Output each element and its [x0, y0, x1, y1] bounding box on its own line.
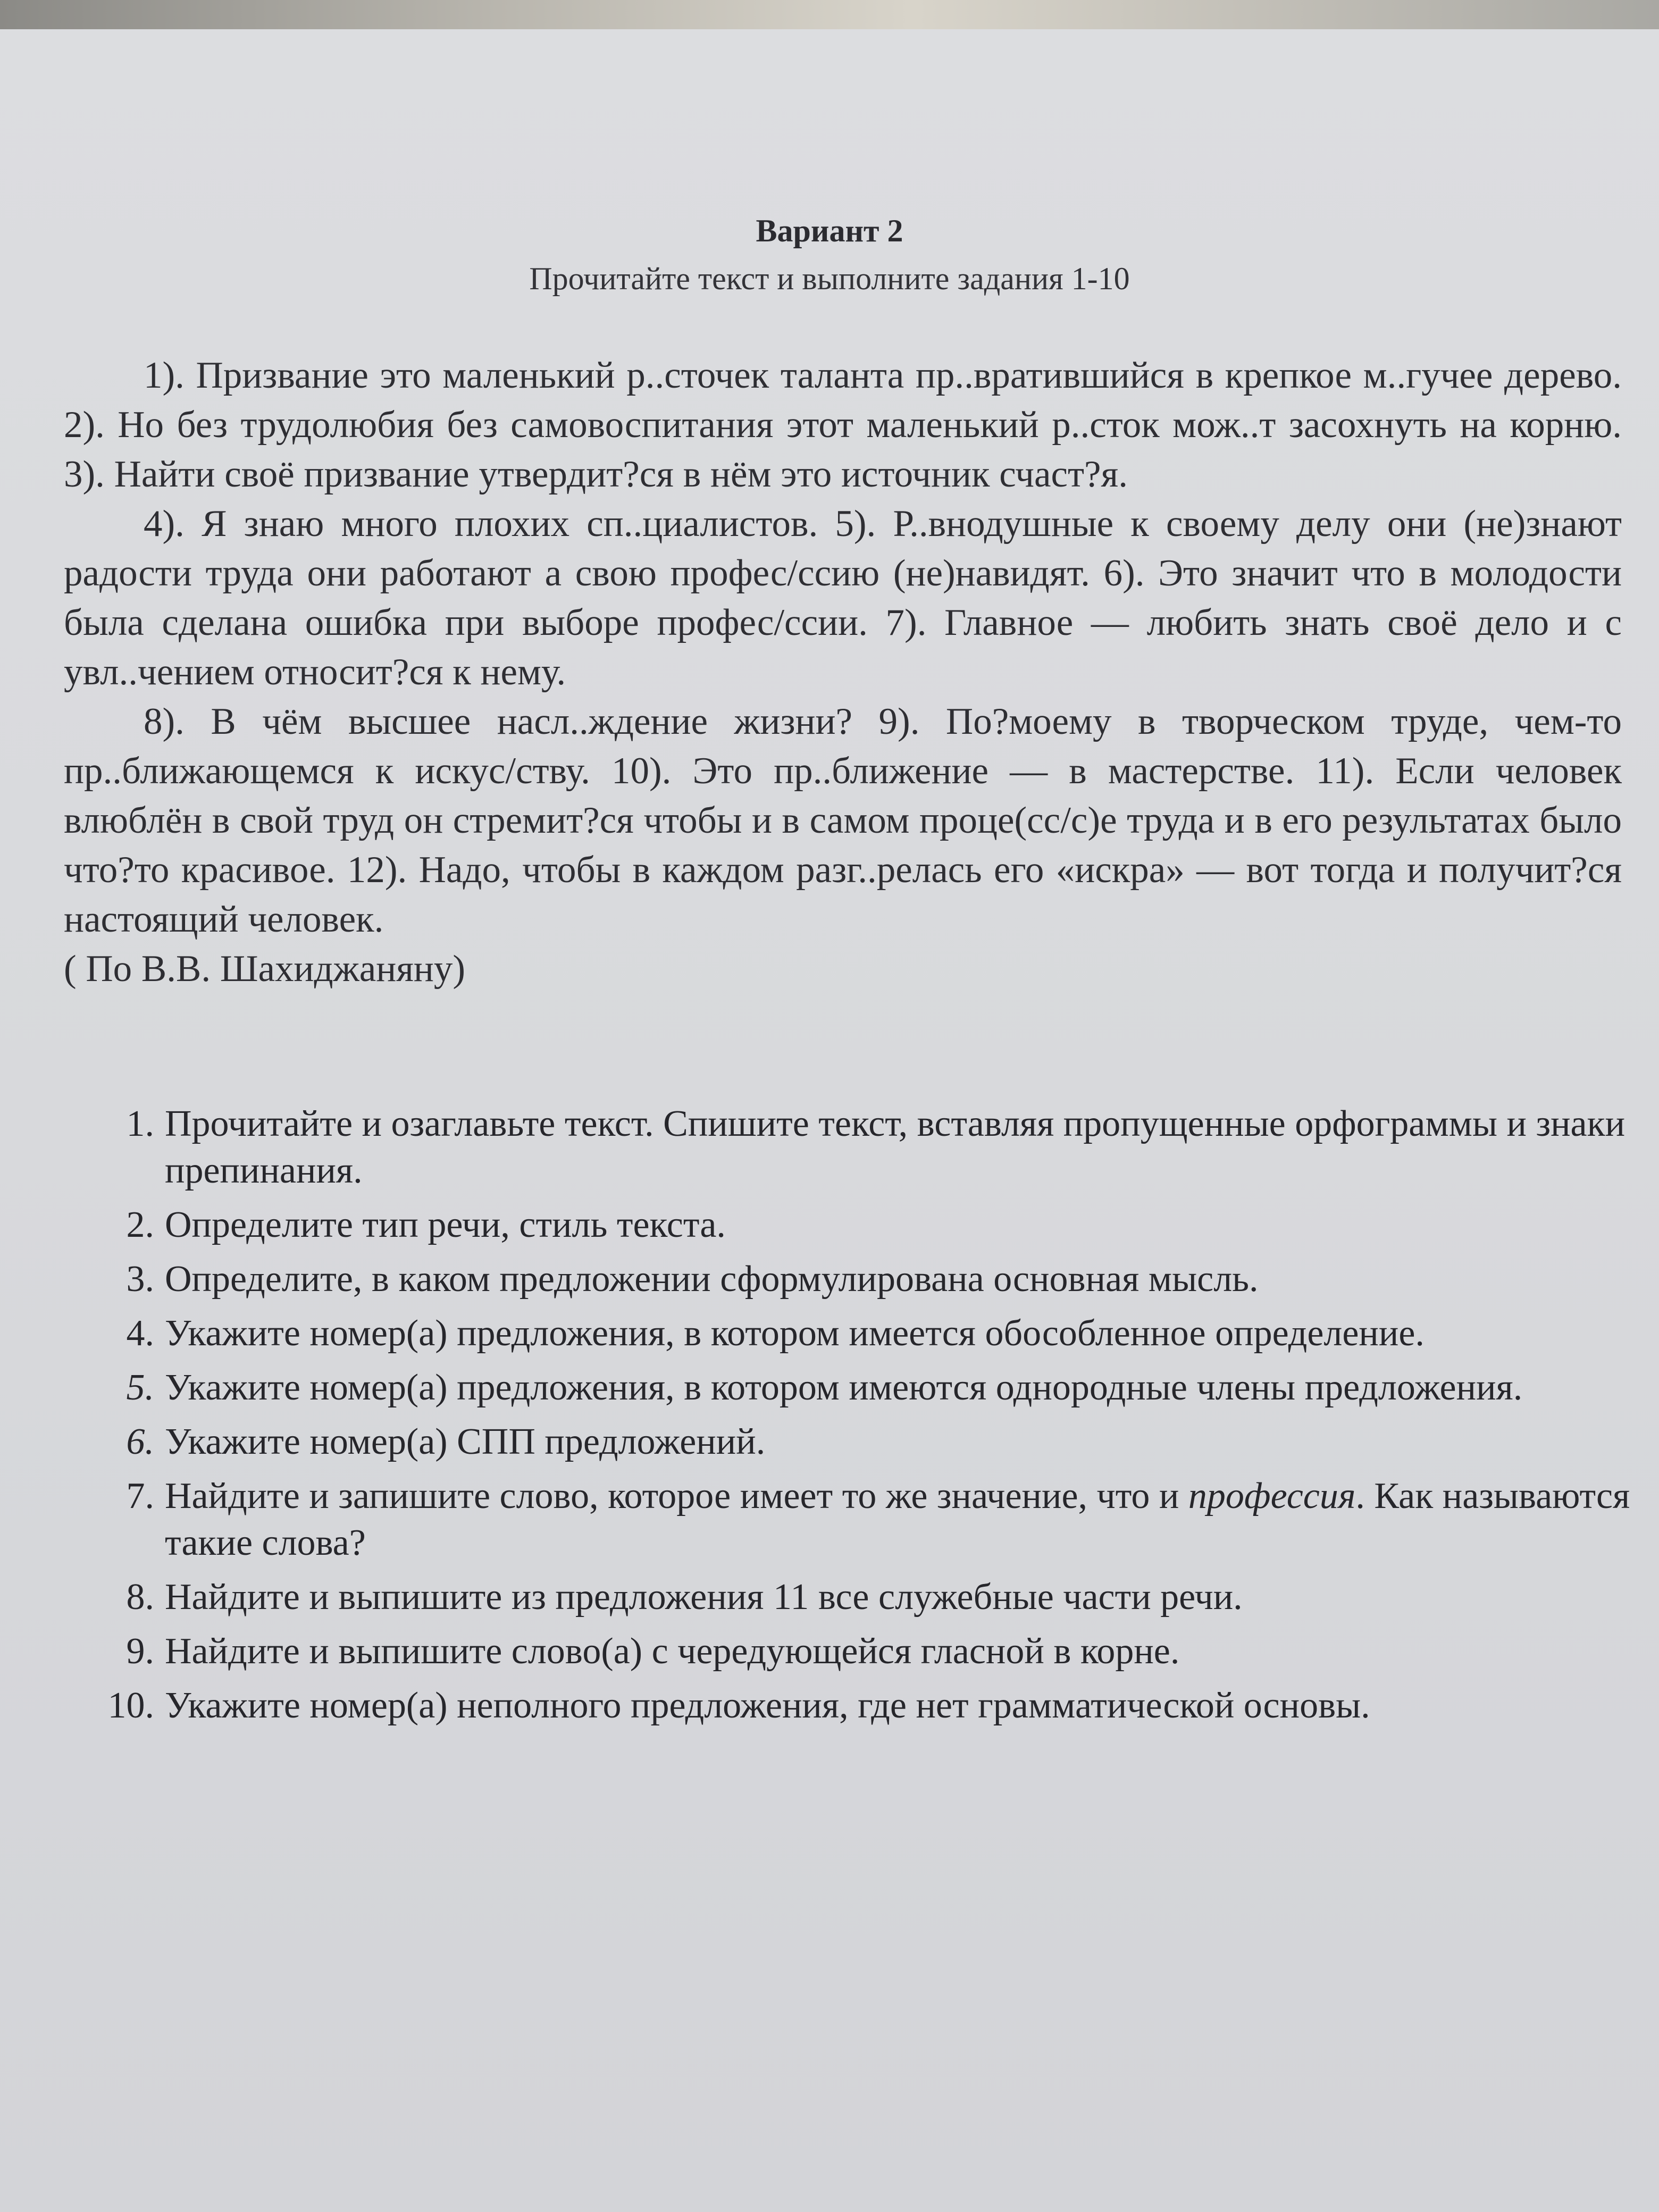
task-item [101, 1682, 1643, 1729]
reading-text [64, 351, 1622, 994]
task-text-emphasis: профессия [1188, 1476, 1356, 1516]
task-item [101, 1364, 1643, 1411]
task-item [101, 1310, 1643, 1357]
task-item [101, 1202, 1643, 1249]
task-number: 10. [107, 1685, 154, 1726]
task-number: 4. [126, 1313, 154, 1354]
task-text: Найдите и выпишите слово(а) с чередующейся гласной в корне. [165, 1631, 1180, 1672]
document-title: Вариант 2 [756, 213, 903, 248]
task-text-part: . Как называются такие слова? [165, 1476, 1630, 1563]
task-text: Укажите номер(а) предложения, в котором имеются однородные члены предложения. [165, 1367, 1523, 1408]
task-text: Прочитайте и озаглавьте текст. Спишите текст, вставляя пропущенные орфограммы и знаки препинания. [165, 1103, 1626, 1191]
task-text: Укажите номер(а) неполного предложения, где нет грамматической основы. [165, 1685, 1370, 1726]
task-number: 9. [126, 1631, 154, 1672]
task-item [101, 1473, 1643, 1566]
task-item [101, 1419, 1643, 1465]
text-source: ( По В.В. Шахиджаняну) [64, 948, 465, 990]
task-text-part: Найдите и запишите слово, которое имеет то же значение, что и [165, 1476, 1188, 1516]
text-paragraph-2: 4). Я знаю много плохих сп..циалистов. 5). Р..внодушные к своему делу они (не)знают радости труда они работают а свою профес/ссию (не)навидят. 6). Это значит что в молодости была сделана ошибка при выборе профес/ссии. 7). Главное — любить знать своё дело и с увл..чением относит?ся к нему. [64, 503, 1622, 693]
task-number: 3. [126, 1259, 154, 1300]
task-number: 6. [126, 1421, 154, 1462]
task-text: Определите тип речи, стиль текста. [165, 1204, 726, 1245]
task-number: 7. [126, 1476, 154, 1516]
task-text: Найдите и выпишите из предложения 11 все служебные части речи. [165, 1577, 1243, 1618]
task-item [101, 1574, 1643, 1621]
text-paragraph-1: 1). Призвание это маленький р..сточек таланта пр..вратившийся в крепкое м..гучее дерево. 2). Но без трудолюбия без самовоспитания этот маленький р..сток мож..т засохнуть на корню. 3). Найти своё призвание утвердит?ся в нём это источник счаст?я. [64, 355, 1622, 495]
text-paragraph-3: 8). В чём высшее насл..ждение жизни? 9). По?моему в творческом труде, чем-то пр..ближающемся к искус/ству. 10). Это пр..ближение — в мастерстве. 11). Если человек влюблён в свой труд он стремит?ся чтобы и в самом проце(сс/с)е труда и в его результатах было что?то красивое. 12). Надо, чтобы в каждом разг..релась его «искра» — вот тогда и получит?ся настоящий человек. [64, 701, 1622, 940]
task-number: 2. [126, 1204, 154, 1245]
task-item [101, 1101, 1643, 1194]
task-text [165, 1476, 1630, 1563]
task-text: Укажите номер(а) СПП предложений. [165, 1421, 766, 1462]
task-list [101, 1101, 1643, 1737]
task-number: 5. [126, 1367, 154, 1408]
task-item [101, 1628, 1643, 1675]
task-text: Определите, в каком предложении сформулирована основная мысль. [165, 1259, 1259, 1300]
task-text: Укажите номер(а) предложения, в котором имеется обособленное определение. [165, 1313, 1425, 1354]
task-item [101, 1256, 1643, 1303]
document-subtitle: Прочитайте текст и выполните задания 1-10 [529, 261, 1130, 296]
task-number: 8. [126, 1577, 154, 1618]
task-number: 1. [126, 1103, 154, 1144]
